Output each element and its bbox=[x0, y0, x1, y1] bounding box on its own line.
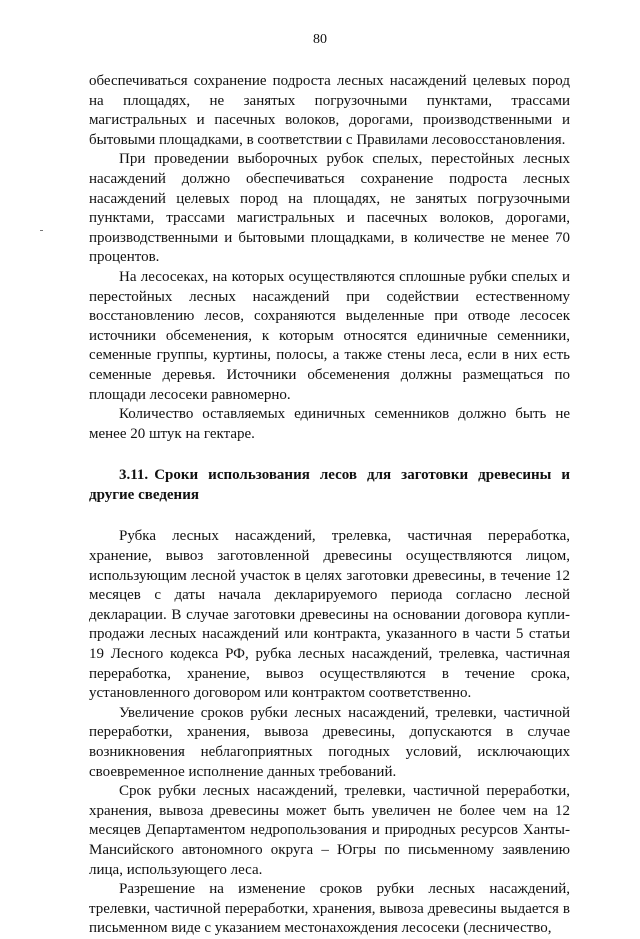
paragraph: Увеличение сроков рубки лесных насаждений, трелевки, частичной переработки, хранения, вывоза древесины, допускаются в случае возникновения неблагоприятных погодных условий, исключающих своевременное исполнение данных требований. bbox=[89, 704, 570, 780]
document-body bbox=[89, 72, 570, 939]
paragraph: На лесосеках, на которых осуществляются сплошные рубки спелых и перестойных лесных насаждений при содействии естественному восстановлению лесов, сохраняются выделенные при отводе лесосек источники обсеменения, к которым относятся единичные семенники, семенные группы, куртины, полосы, а также стены леса, если в них есть семенные деревья. Источники обсеменения должны размещаться по площади лесосеки равномерно. bbox=[89, 268, 570, 403]
section-heading bbox=[89, 466, 570, 505]
section-title: Сроки использования лесов для заготовки древесины и другие сведения bbox=[89, 467, 570, 503]
paragraph: Срок рубки лесных насаждений, трелевки, частичной переработки, хранения, вывоза древесины может быть увеличен не более чем на 12 месяцев Департаментом недропользования и природных ресурсов Ханты-Мансийского автономного округа – Югры по письменному заявлению лица, использующего леса. bbox=[89, 783, 570, 878]
margin-mark bbox=[40, 230, 43, 231]
paragraph: При проведении выборочных рубок спелых, перестойных лесных насаждений должно обеспечиваться сохранение подроста лесных насаждений целевых пород на площадях, не занятых погрузочными пунктами, трассами магистральных и пасечных волоков, дорогами, производственными и бытовыми площадками, в количестве не менее 70 процентов. bbox=[89, 151, 570, 266]
paragraph: Количество оставляемых единичных семенников должно быть не менее 20 штук на гектаре. bbox=[89, 406, 570, 442]
page-number: 80 bbox=[313, 32, 327, 47]
paragraph-continuation: обеспечиваться сохранение подроста лесных насаждений целевых пород на площадях, не занятых погрузочными пунктами, трассами магистральных и пасечных волоков, дорогами, производственными и бытовыми площадками, в соответствии с Правилами лесовосстановления. bbox=[89, 73, 570, 148]
paragraph: Рубка лесных насаждений, трелевка, частичная переработка, хранение, вывоз заготовленной древесины осуществляются лицом, использующим лесной участок в целях заготовки древесины, в течение 12 месяцев с даты начала декларируемого периода согласно лесной декларации. В случае заготовки древесины на основании договора купли-продажи лесных насаждений или контракта, указанного в части 5 статьи 19 Лесного кодекса РФ, рубка лесных насаждений, трелевка, частичная переработка, хранение, вывоз осуществляются в течение срока, установленного договором или контрактом соответственно. bbox=[89, 528, 570, 702]
section-number: 3.11. bbox=[119, 467, 149, 484]
paragraph: Разрешение на изменение сроков рубки лесных насаждений, трелевки, частичной переработки, хранения, вывоза древесины выдается в письменном виде с указанием местонахождения лесосеки (лесничество, bbox=[89, 881, 570, 937]
